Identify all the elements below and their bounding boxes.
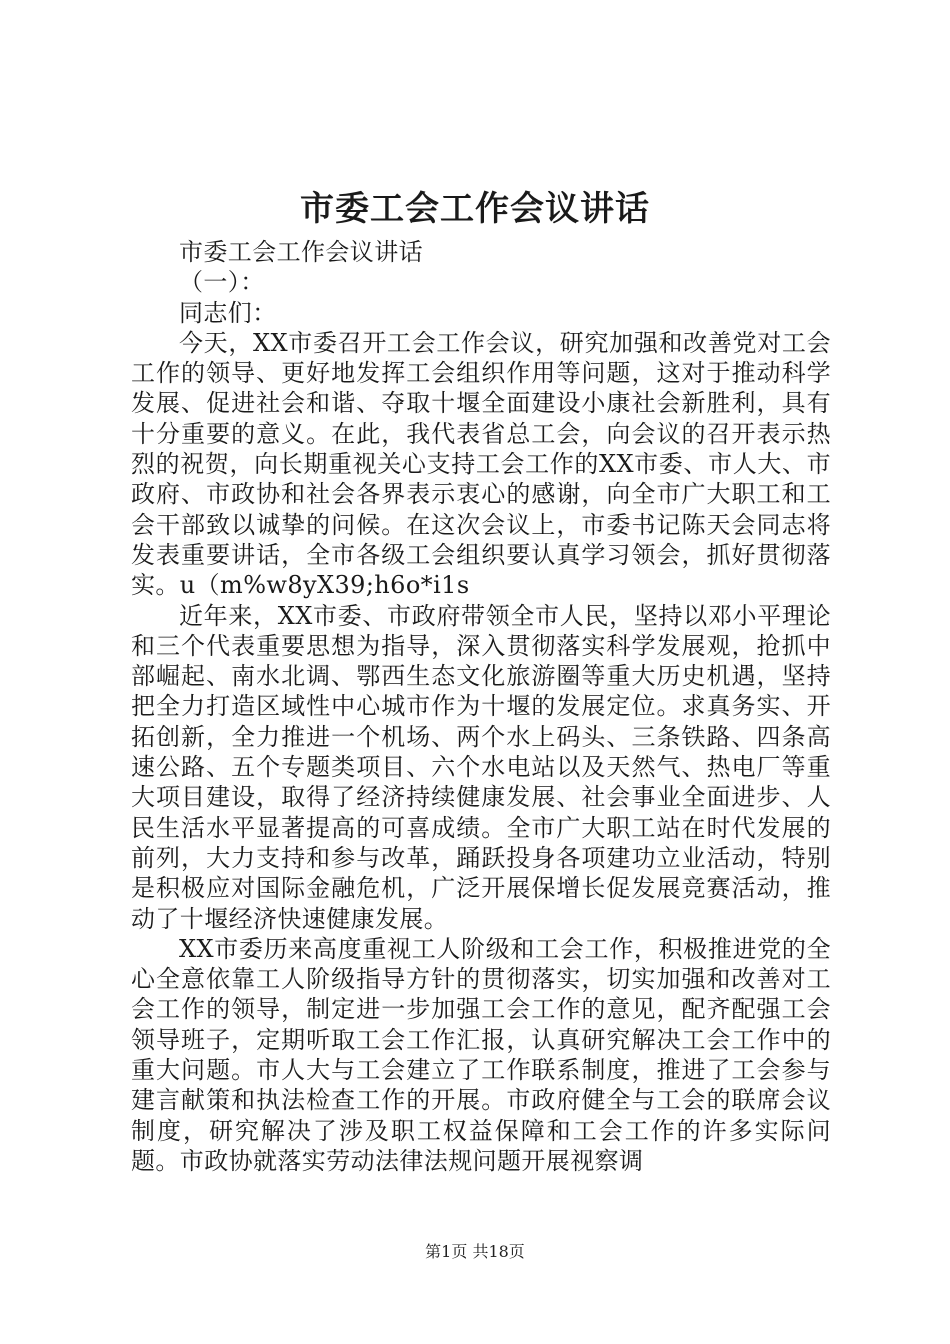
- body-paragraph: 同志们：: [179, 298, 277, 327]
- document-body: [131, 237, 831, 1176]
- document-title: 市委工会工作会议讲话: [300, 189, 650, 229]
- body-paragraph: 市委工会工作会议讲话: [179, 238, 423, 266]
- page-number-footer: 第1页 共18页: [425, 1242, 525, 1261]
- body-paragraph: XX市委历来高度重视工人阶级和工会工作，积极推进党的全心全意依靠工人阶级指导方针的贯彻落实，切实加强和改善对工会工作的领导，制定进一步加强工会工作的意见，配齐配强工会领导班子，定期听取工会工作汇报，认真研究解决工会工作中的重大问题。市人大与工会建立了工作联系制度，推进了工会参与建言献策和执法检查工作的开展。市政府健全与工会的联席会议制度，研究解决了涉及职工权益保障和工会工作的许多实际问题。市政协就落实劳动法律法规问题开展视察调: [131, 934, 831, 1175]
- body-paragraph: （一）：: [179, 268, 265, 297]
- body-paragraph: 近年来，XX市委、市政府带领全市人民，坚持以邓小平理论和三个代表重要思想为指导，深入贯彻落实科学发展观，抢抓中部崛起、南水北调、鄂西生态文化旅游圈等重大历史机遇，坚持把全力打造区域性中心城市作为十堰的发展定位。求真务实、开拓创新，全力推进一个机场、两个水上码头、三条铁路、四条高速公路、五个专题类项目、六个水电站以及天然气、热电厂等重大项目建设，取得了经济持续健康发展、社会事业全面进步、人民生活水平显著提高的可喜成绩。全市广大职工站在时代发展的前列，大力支持和参与改革，踊跃投身各项建功立业活动，特别是积极应对国际金融危机，广泛开展保增长促发展竞赛活动，推动了十堰经济快速健康发展。: [131, 601, 831, 933]
- body-paragraph: 今天，XX市委召开工会工作会议，研究加强和改善党对工会工作的领导、更好地发挥工会组织作用等问题，这对于推动科学发展、促进社会和谐、夺取十堰全面建设小康社会新胜利，具有十分重要的意义。在此，我代表省总工会，向会议的召开表示热烈的祝贺，向长期重视关心支持工会工作的XX市委、市人大、市政府、市政协和社会各界表示衷心的感谢，向全市广大职工和工会干部致以诚挚的问候。在这次会议上，市委书记陈天会同志将发表重要讲话，全市各级工会组织要认真学习领会，抓好贯彻落实。u（m%w8yX39;h6o*i1s: [131, 328, 831, 600]
